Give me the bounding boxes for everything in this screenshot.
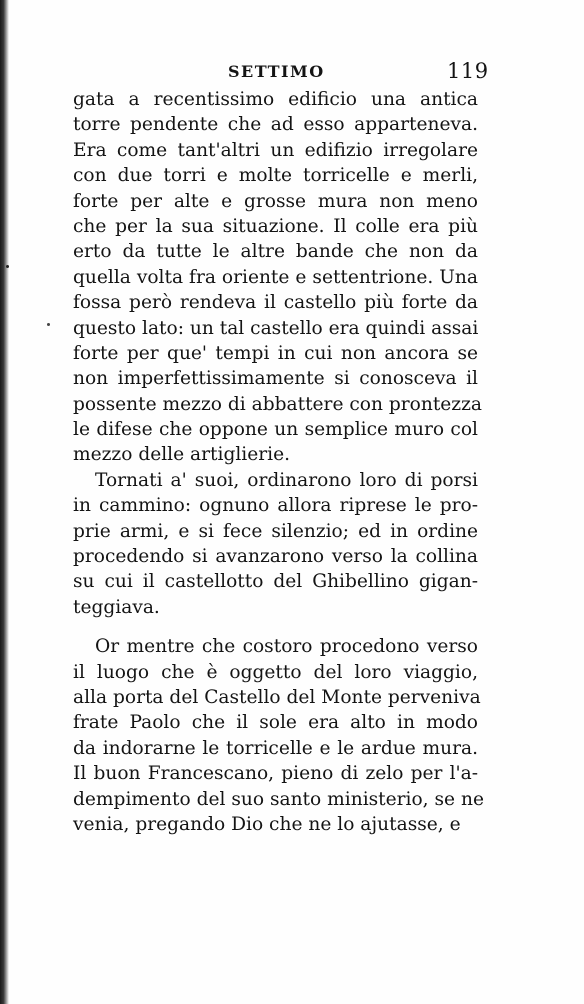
print-speck bbox=[47, 323, 50, 326]
text-line: mezzo delle artiglierie. bbox=[73, 444, 290, 466]
text-line: prie armi, e si fece silenzio; ed in ordine bbox=[73, 520, 478, 542]
body-text bbox=[73, 87, 484, 837]
text-line: forte per alte e grosse mura non meno bbox=[73, 190, 478, 212]
text-line: da indorarne le torricelle e le ardue mura. bbox=[73, 737, 478, 759]
text-line: venia, pregando Dio che ne lo ajutasse, e bbox=[73, 813, 461, 835]
text-line: le difese che oppone un semplice muro col bbox=[73, 419, 478, 441]
print-speck bbox=[6, 265, 9, 268]
text-line: Tornati a' suoi, ordinarono loro di porsi bbox=[95, 469, 478, 491]
text-line: erto da tutte le altre bande che non da bbox=[73, 241, 478, 263]
text-line: torre pendente che ad esso apparteneva. bbox=[73, 114, 478, 136]
page-binding-edge bbox=[0, 0, 9, 1004]
paragraph bbox=[73, 468, 478, 620]
text-line: il luogo che è oggetto del loro viaggio, bbox=[73, 661, 478, 683]
text-line: questo lato: un tal castello era quindi assai bbox=[73, 317, 479, 339]
running-title: SETTIMO bbox=[228, 62, 325, 81]
text-line: su cui il castellotto del Ghibellino gigan- bbox=[73, 571, 478, 593]
text-line: possente mezzo di abbattere con prontezza bbox=[73, 393, 482, 415]
text-line: quella volta fra oriente e settentrione. Una bbox=[73, 266, 478, 288]
text-line: dempimento del suo santo ministerio, se ne bbox=[73, 788, 484, 810]
running-head bbox=[0, 59, 584, 88]
text-line: Era come tant'altri un edifizio irregolare bbox=[73, 139, 478, 161]
text-line: fossa però rendeva il castello più forte da bbox=[73, 292, 478, 314]
text-line: forte per que' tempi in cui non ancora se bbox=[73, 342, 478, 364]
text-line: in cammino: ognuno allora riprese le pro- bbox=[73, 495, 478, 517]
text-line: Il buon Francescano, pieno di zelo per l'a- bbox=[73, 763, 478, 785]
text-line: Or mentre che costoro procedono verso bbox=[95, 636, 478, 658]
paragraph bbox=[73, 87, 482, 468]
text-line: frate Paolo che il sole era alto in modo bbox=[73, 712, 478, 734]
paragraph bbox=[73, 634, 484, 837]
text-line: con due torri e molte torricelle e merli, bbox=[73, 165, 478, 187]
text-line: non imperfettissimamente si conosceva il bbox=[73, 368, 478, 390]
page-number: 119 bbox=[447, 59, 489, 83]
text-line: che per la sua situazione. Il colle era più bbox=[73, 215, 478, 237]
text-line: teggiava. bbox=[73, 596, 160, 618]
text-line: gata a recentissimo edificio una antica bbox=[73, 89, 478, 110]
paragraph-gap bbox=[73, 620, 478, 634]
text-line: procedendo si avanzarono verso la collina bbox=[73, 546, 478, 568]
text-line: alla porta del Castello del Monte perveniva bbox=[73, 686, 481, 708]
